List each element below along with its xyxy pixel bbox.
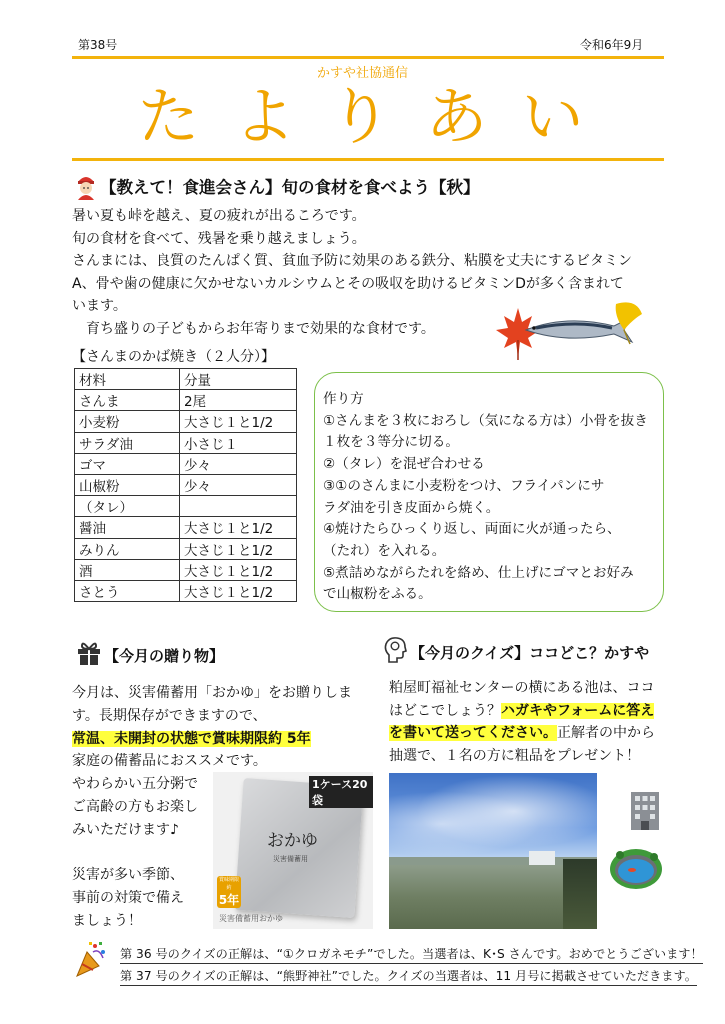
method-step: ③①のさんまに小麦粉をつけ、フライパンにサ (323, 477, 605, 494)
issue-number: 第38号 (78, 38, 118, 52)
party-popper-icon (73, 940, 107, 978)
food-line: A、骨や歯の健康に欠かせないカルシウムとその吸収を助けるビタミンDが多く含まれて (72, 275, 624, 292)
quiz-line: はどこでしょう？ (389, 702, 501, 719)
ingredient-amount: 大さじ１と1/2 (180, 580, 297, 601)
ingredient-name: ゴマ (75, 453, 180, 474)
package-label: おかゆ (267, 831, 318, 851)
thinking-head-icon (383, 636, 407, 664)
gift-heading: 【今月の贈り物】 (104, 647, 225, 665)
method-step: ⑤煮詰めながらたれを絡め、仕上げにゴマとお好み (323, 564, 634, 581)
method-step: （たれ）を入れる。 (323, 542, 446, 559)
building-icon (630, 791, 660, 831)
ingredient-name: みりん (75, 538, 180, 559)
quiz-highlight: ハガキやフォームに答え (501, 702, 655, 719)
gift-icon (76, 640, 102, 666)
gift-side-line: やわらかい五分粥で (72, 776, 198, 792)
ingredient-name: 山椒粉 (75, 474, 180, 495)
table-row (75, 474, 297, 495)
ingredient-name: 酒 (75, 559, 180, 580)
ingredient-amount: 大さじ１と1/2 (180, 517, 297, 538)
maple-leaf-icon (496, 308, 540, 360)
food-line: 旬の食材を食べて、残暑を乗り越えましょう。 (72, 230, 366, 247)
shelf-life-top: 賞味期限約 (218, 877, 239, 891)
ingredient-amount (180, 496, 297, 517)
package-badge: 1ケース20袋 (309, 776, 373, 808)
method-step: ②（タレ）を混ぜ合わせる (323, 456, 485, 473)
tree-foreground (563, 859, 597, 929)
recipe-title: 【さんまのかば焼き（２人分）】 (72, 349, 275, 365)
method-title: 作り方 (323, 391, 364, 407)
shelf-life-badge (217, 876, 241, 908)
quiz-result-36: 第 36 号のクイズの正解は、“①クロガネモチ”でした。当選者は、K･S さんです。おめでとうございます！ (120, 946, 703, 964)
table-row (75, 432, 297, 453)
method-box (314, 372, 664, 612)
gift-side-line (72, 841, 198, 864)
column-header: 材料 (75, 369, 180, 390)
ingredient-name: （タレ） (75, 496, 180, 517)
table-header-row (75, 369, 297, 390)
org-name: かすや社協通信 (316, 66, 408, 81)
quiz-highlight: を書いて送ってください。 (389, 725, 557, 742)
ingredient-amount: 少々 (180, 474, 297, 495)
table-row (75, 517, 297, 538)
food-line: さんまには、良質のたんぱく質、貧血予防に効果のある鉄分、粘膜を丈夫にするビタミン (72, 253, 632, 270)
shelf-life-years: 5年 (218, 893, 240, 907)
building (529, 851, 555, 865)
header-top-rule (72, 56, 664, 59)
ingredient-amount: 2尾 (180, 390, 297, 411)
table-row (75, 390, 297, 411)
ingredient-amount: 大さじ１と1/2 (180, 538, 297, 559)
package-sub: 災害備蓄用 (273, 855, 308, 863)
food-line: 暑い夏も峠を越え、夏の疲れが出るころです。 (72, 208, 366, 224)
gift-line: 今月は、災害備蓄用「おかゆ」をお贈りしま (72, 685, 352, 701)
column-header: 分量 (180, 369, 297, 390)
newsletter-title: たよりあい (137, 80, 618, 153)
ingredient-name: 醤油 (75, 517, 180, 538)
table-row (75, 580, 297, 601)
table-row (75, 538, 297, 559)
package-footer: 災害備蓄用おかゆ (219, 914, 283, 923)
ingredient-name: 小麦粉 (75, 411, 180, 432)
table-row (75, 496, 297, 517)
quiz-heading: 【今月のクイズ】ココどこ？かすや (410, 644, 650, 662)
header-bottom-rule (72, 158, 664, 161)
chef-icon (74, 172, 98, 200)
ingredient-amount: 小さじ１ (180, 432, 297, 453)
ingredient-amount: 少々 (180, 453, 297, 474)
autumn-illustration (496, 300, 646, 362)
ingredient-amount: 大さじ１と1/2 (180, 411, 297, 432)
quiz-line: 粕屋町福祉センターの横にある池は、ココ (389, 680, 655, 696)
table-row (75, 559, 297, 580)
method-step: １枚を３等分に切る。 (323, 434, 459, 451)
gift-side-text (72, 773, 198, 933)
issue-date: 令和6年9月 (580, 38, 644, 52)
food-line: 育ち盛りの子どもからお年寄りまで効果的な食材です。 (72, 320, 435, 337)
quiz-result-37: 第 37 号のクイズの正解は、“熊野神社”でした。クイズの当選者は、11 月号に掲載させていただきます。 (120, 968, 697, 986)
quiz-body (389, 677, 679, 768)
gift-side-line: ましょう！ (72, 912, 142, 929)
okayu-package-photo (213, 772, 373, 929)
gift-side-line: 事前の対策で備え (72, 889, 184, 906)
gift-line: 家庭の備蓄品におススメです。 (72, 753, 267, 770)
ingredient-name: サラダ油 (75, 432, 180, 453)
method-step: ①さんまを３枚におろし（気になる方は）小骨を抜き (323, 412, 648, 429)
gift-highlight: 常温、未開封の状態で賞味期限約 5年 (72, 730, 311, 747)
food-heading: 【教えて！食進会さん】旬の食材を食べよう【秋】 (100, 178, 480, 197)
gift-side-line: みいただけます♪ (72, 821, 179, 838)
quiz-pond-photo (389, 773, 597, 929)
quiz-line: 正解者の中から (557, 725, 655, 742)
gift-side-line: 災害が多い季節、 (72, 867, 184, 884)
fish-icon (526, 318, 632, 342)
method-step: で山椒粉をふる。 (323, 586, 432, 603)
method-step: ④焼けたらひっくり返し、両面に火が通ったら、 (323, 521, 621, 538)
ingredient-name: さんま (75, 390, 180, 411)
sky-clouds (389, 773, 597, 858)
ingredient-amount: 大さじ１と1/2 (180, 559, 297, 580)
table-row (75, 453, 297, 474)
gift-line: す。長期保存ができますので、 (72, 707, 267, 724)
ingredient-name: さとう (75, 580, 180, 601)
method-step: ラダ油を引き皮面から焼く。 (323, 499, 500, 516)
pond-icon (608, 845, 664, 891)
ingredient-table (74, 368, 297, 602)
table-row (75, 411, 297, 432)
gift-body (72, 682, 372, 773)
food-line: います。 (72, 298, 127, 315)
gift-side-line: ご高齢の方もお楽し (72, 798, 198, 815)
quiz-line: 抽選で、１名の方に粗品をプレゼント！ (389, 748, 641, 765)
